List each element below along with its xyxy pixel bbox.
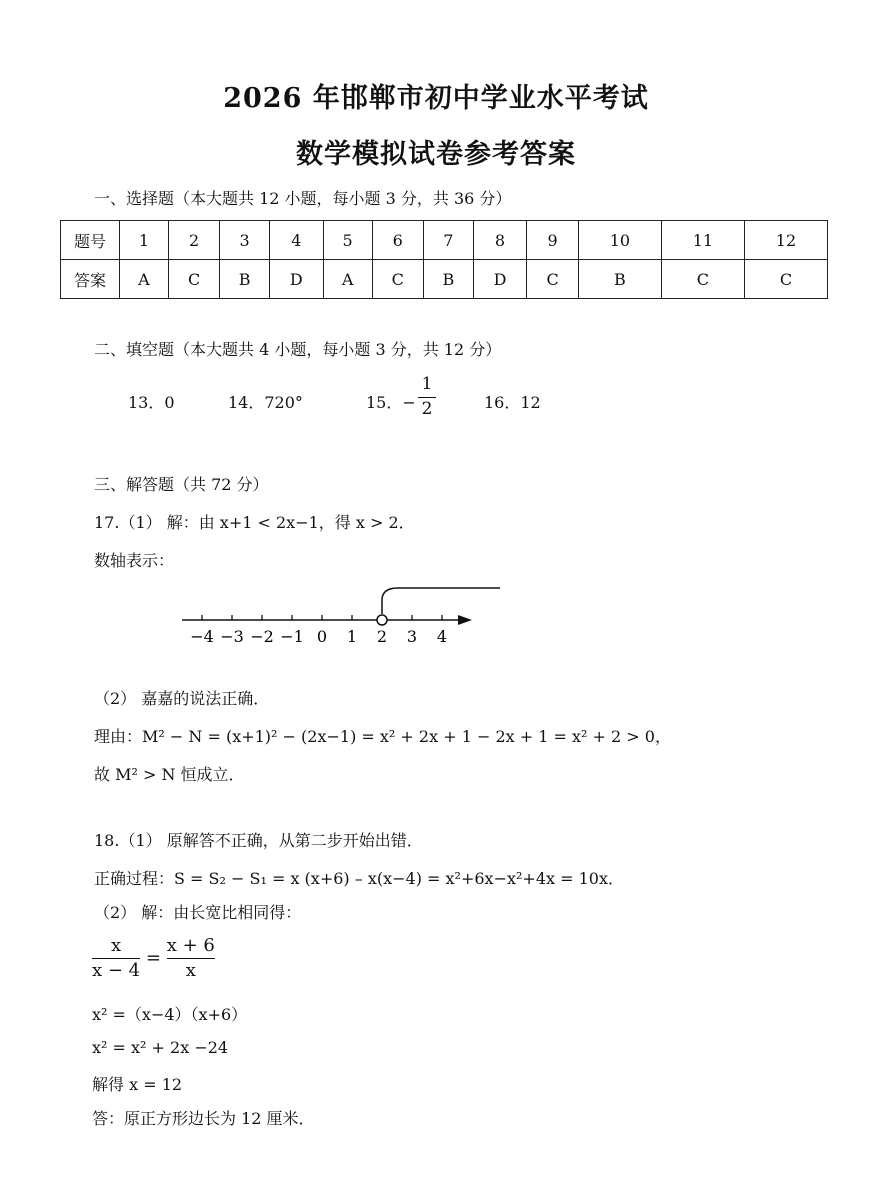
- table-cell: C: [372, 260, 424, 299]
- table-cell: 2: [168, 221, 220, 260]
- answer-table: [60, 220, 828, 299]
- number-line-tick-label: 0: [316, 627, 328, 646]
- right-fraction: [167, 934, 215, 983]
- q18-step2: x² = x² + 2x −24: [92, 1038, 229, 1057]
- table-cell: 9: [527, 221, 579, 260]
- section1-heading: 一、选择题（本大题共 12 小题，每小题 3 分，共 36 分）: [94, 189, 512, 208]
- number-line-tick-label: −1: [280, 627, 304, 646]
- q17-part2: （2） 嘉嘉的说法正确．: [94, 689, 270, 708]
- left-fraction: [92, 934, 140, 983]
- table-cell: 4: [269, 221, 323, 260]
- q18-process: 正确过程：S = S₂ − S₁ = x (x+6) – x(x−4) = x²+6x−x²+4x = 10x．: [94, 869, 624, 888]
- table-cell: A: [323, 260, 372, 299]
- table-cell: D: [473, 260, 527, 299]
- number-line-figure: [170, 578, 510, 658]
- number-line-tick-label: 2: [376, 627, 388, 646]
- q18-part1: 18.（1） 原解答不正确，从第二步开始出错．: [94, 831, 423, 850]
- section3-heading: 三、解答题（共 72 分）: [94, 475, 269, 494]
- row-label-answer: 答案: [61, 260, 120, 299]
- arrow-right-icon: [458, 615, 472, 625]
- table-cell: C: [168, 260, 220, 299]
- table-cell: C: [744, 260, 827, 299]
- left-numerator: x: [110, 935, 122, 956]
- q18-step3: 解得 x = 12: [92, 1075, 183, 1094]
- right-denominator: x: [167, 958, 215, 983]
- table-cell: 7: [424, 221, 474, 260]
- q17-conclusion: 故 M² > N 恒成立．: [94, 765, 245, 784]
- fraction-bar: [418, 397, 436, 398]
- row-label-number: 题号: [61, 221, 120, 260]
- solution-ray: [382, 588, 500, 614]
- q17-reason: 理由：M² − N = (x+1)² − (2x−1) = x² + 2x + 1 − 2x + 1 = x² + 2 > 0，: [94, 727, 671, 746]
- table-cell: 3: [220, 221, 270, 260]
- numline-label: 数轴表示：: [94, 551, 175, 570]
- table-row-answers: [61, 260, 828, 299]
- table-cell: 11: [661, 221, 744, 260]
- fill-answer-16: 16．12: [484, 393, 541, 412]
- table-cell: B: [220, 260, 270, 299]
- table-cell: B: [578, 260, 661, 299]
- number-line-tick-label: −2: [250, 627, 274, 646]
- open-circle-icon: [377, 615, 387, 625]
- fill-answer-15-fraction: [418, 374, 436, 421]
- number-line-tick-label: 1: [346, 627, 358, 646]
- table-cell: A: [120, 260, 169, 299]
- page-subtitle: 数学模拟试卷参考答案: [296, 139, 576, 170]
- fraction-numerator: 1: [421, 374, 433, 394]
- right-numerator: x + 6: [166, 935, 215, 956]
- page-title: 2026 年邯郸市初中学业水平考试: [223, 83, 649, 114]
- number-line-tick-label: 3: [406, 627, 418, 646]
- section2-heading: 二、填空题（本大题共 4 小题，每小题 3 分，共 12 分）: [94, 340, 502, 359]
- table-cell: C: [661, 260, 744, 299]
- number-line-tick-label: −4: [190, 627, 214, 646]
- q18-answer: 答：原正方形边长为 12 厘米．: [92, 1109, 315, 1128]
- table-cell: 5: [323, 221, 372, 260]
- fill-answer-15-prefix: 15．−: [366, 393, 416, 412]
- q18-step1: x² =（x−4）（x+6）: [92, 1005, 248, 1024]
- fill-answer-13: 13．0: [128, 393, 175, 412]
- table-cell: 10: [578, 221, 661, 260]
- table-cell: D: [269, 260, 323, 299]
- table-cell: 8: [473, 221, 527, 260]
- table-cell: 12: [744, 221, 827, 260]
- q17-part1: 17.（1） 解：由 x+1 < 2x−1，得 x > 2．: [94, 513, 415, 532]
- table-cell: C: [527, 260, 579, 299]
- equals-sign: =: [145, 947, 161, 969]
- ratio-equation: [92, 934, 215, 983]
- table-row-numbers: [61, 221, 828, 260]
- q18-part2: （2） 解：由长宽比相同得：: [94, 903, 302, 922]
- number-line-tick-label: −3: [220, 627, 244, 646]
- fraction-denominator: 2: [421, 399, 433, 419]
- table-cell: 6: [372, 221, 424, 260]
- table-cell: 1: [120, 221, 169, 260]
- number-line-tick-label: 4: [436, 627, 448, 646]
- table-cell: B: [424, 260, 474, 299]
- left-denominator: x − 4: [92, 960, 141, 981]
- fill-answer-14: 14．720°: [228, 393, 303, 412]
